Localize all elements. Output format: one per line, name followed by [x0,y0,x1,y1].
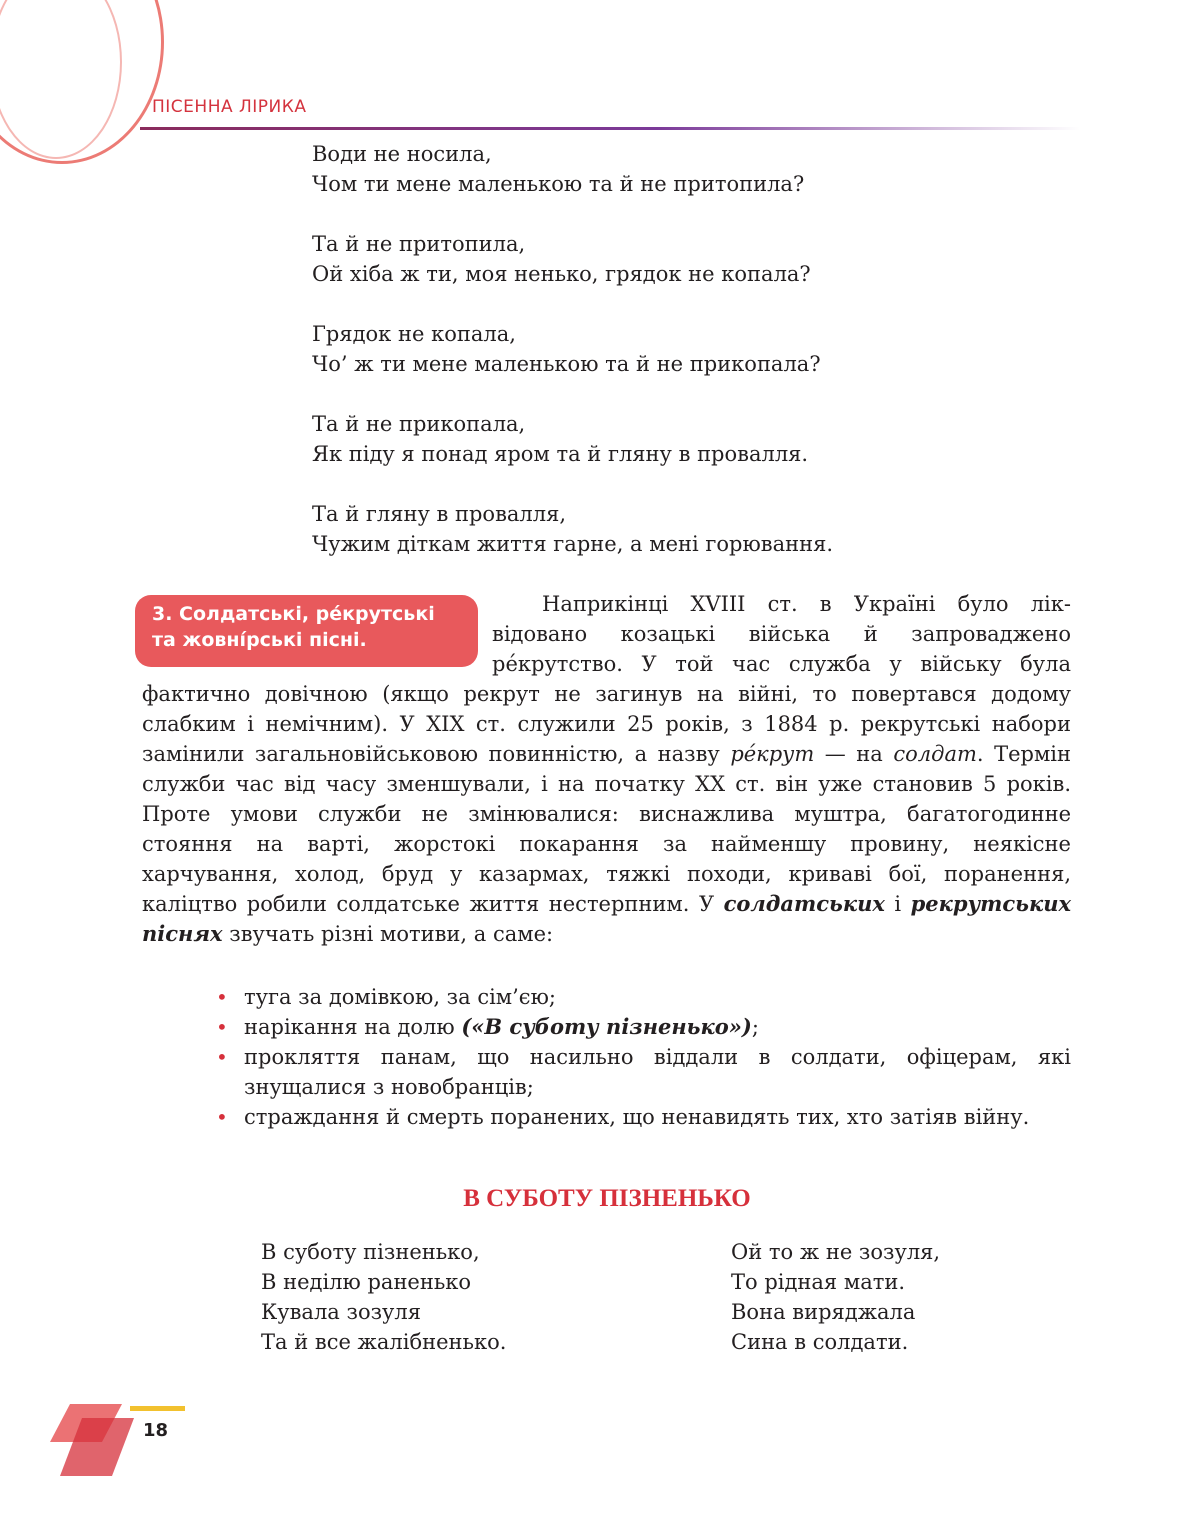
song-line: Ой то ж не зозуля, [731,1240,941,1264]
song-line: В суботу пізненько, [261,1240,480,1264]
text-run: — на [814,742,894,766]
poem-stanza [312,409,833,469]
list-item [216,1042,1071,1102]
list-item-text: туга за домівкою, за сім’єю; [244,985,556,1009]
song-line: Та й все жалібненько. [261,1330,507,1354]
list-item-text: страждання й смерть поранених, що ненавидять тих, хто затіяв війну. [244,1105,1030,1129]
list-item-text: прокляття панам, що насильно віддали в солдати, офіцерам, які знущалися з новобранців; [244,1045,1071,1099]
poem-line: Чужим діткам життя гарне, а мені горювання. [312,532,834,556]
term-soldatskykh: солдатських [723,891,885,916]
song-line: Сина в солдати. [731,1330,909,1354]
song-line: В неділю раненько [261,1270,472,1294]
bullet-icon: • [216,1105,228,1129]
text-run: фактично довічною (якщо рекрут не загинув на війні, то повертався додому слабким і немічним). У XIX ст. служили 25 років, з 1884 р. рекрутські набори замінили загальновійськовою повинністю, а назву [142,682,1071,766]
section-title: ПІСЕННА ЛІРИКА [152,97,307,117]
poem-stanza [312,229,833,289]
term-rekrut: ре́крут [730,742,815,766]
poem-line: Чом ти мене маленькою та й не притопила? [312,172,805,196]
bullet-icon: • [216,1015,228,1039]
list-item [216,1012,1071,1042]
section-heading-line: та жовні́рські пісні. [152,629,367,651]
text-run: звучать різні мотиви, а саме: [222,922,554,946]
paragraph-line: відовано козацькі війська й запроваджено [492,622,1071,646]
section-heading-line: 3. Солдатські, ре́крутські [152,603,435,625]
song-line: Кувала зозуля [261,1300,421,1324]
section-paragraph [142,589,1071,949]
poem-line: Чо’ ж ти мене маленькою та й не прикопала? [312,352,821,376]
poem-stanza [312,139,833,199]
paragraph-line: ре́крутство. У той час служба у війську була [492,652,1071,676]
footer-decoration-icon [50,1400,190,1480]
poem-line: Води не носила, [312,142,492,166]
song-stanza-left [261,1237,506,1357]
page-number: 18 [143,1420,169,1441]
bullet-icon: • [216,985,228,1009]
list-item [216,982,1071,1012]
text-run: . Термін служби час від часу зменшували, і на початку XX ст. він уже становив 5 років. Проте умови служби не змінювалися: виснажлива муштра, багатогодинне стояння на варті, жорстокі покарання за найменшу провину, неякісне харчування, холод, бруд у казармах, тяжкі походи, криваві бої, поранення, каліцтво робили солдатське життя нестерпним. У [142,742,1072,916]
poem-line: Грядок не копала, [312,322,516,346]
paragraph-body [142,679,1071,949]
header-divider [140,127,1080,130]
poem-stanza [312,499,833,559]
poem-line: Та й не притопила, [312,232,526,256]
term-soldat: солдат [893,742,977,766]
poem-line: Як піду я понад яром та й гляну в провалля. [312,442,809,466]
song-title: В СУБОТУ ПІЗНЕНЬКО [463,1185,751,1212]
bullet-icon: • [216,1045,228,1069]
poem-stanza [312,319,833,379]
song-reference: («В суботу пізненько») [461,1014,752,1039]
motifs-list [216,982,1071,1132]
poem-line: Ой хіба ж ти, моя ненько, грядок не копала? [312,262,811,286]
song-line: Вона виряджала [731,1300,916,1324]
list-item-text: нарікання на долю [244,1015,462,1039]
text-run: і [884,892,911,916]
song-stanza-right [731,1237,940,1357]
poem-line: Та й не прикопала, [312,412,526,436]
list-item-text: ; [751,1015,759,1039]
poem-fragment [312,139,833,589]
paragraph-line: Наприкінці XVIII ст. в Україні було лік- [542,592,1071,616]
poem-line: Та й гляну в провалля, [312,502,567,526]
term-rekrutskykh: рекрутських піснях [142,891,1071,946]
song-line: То рідная мати. [731,1270,905,1294]
list-item [216,1102,1071,1132]
